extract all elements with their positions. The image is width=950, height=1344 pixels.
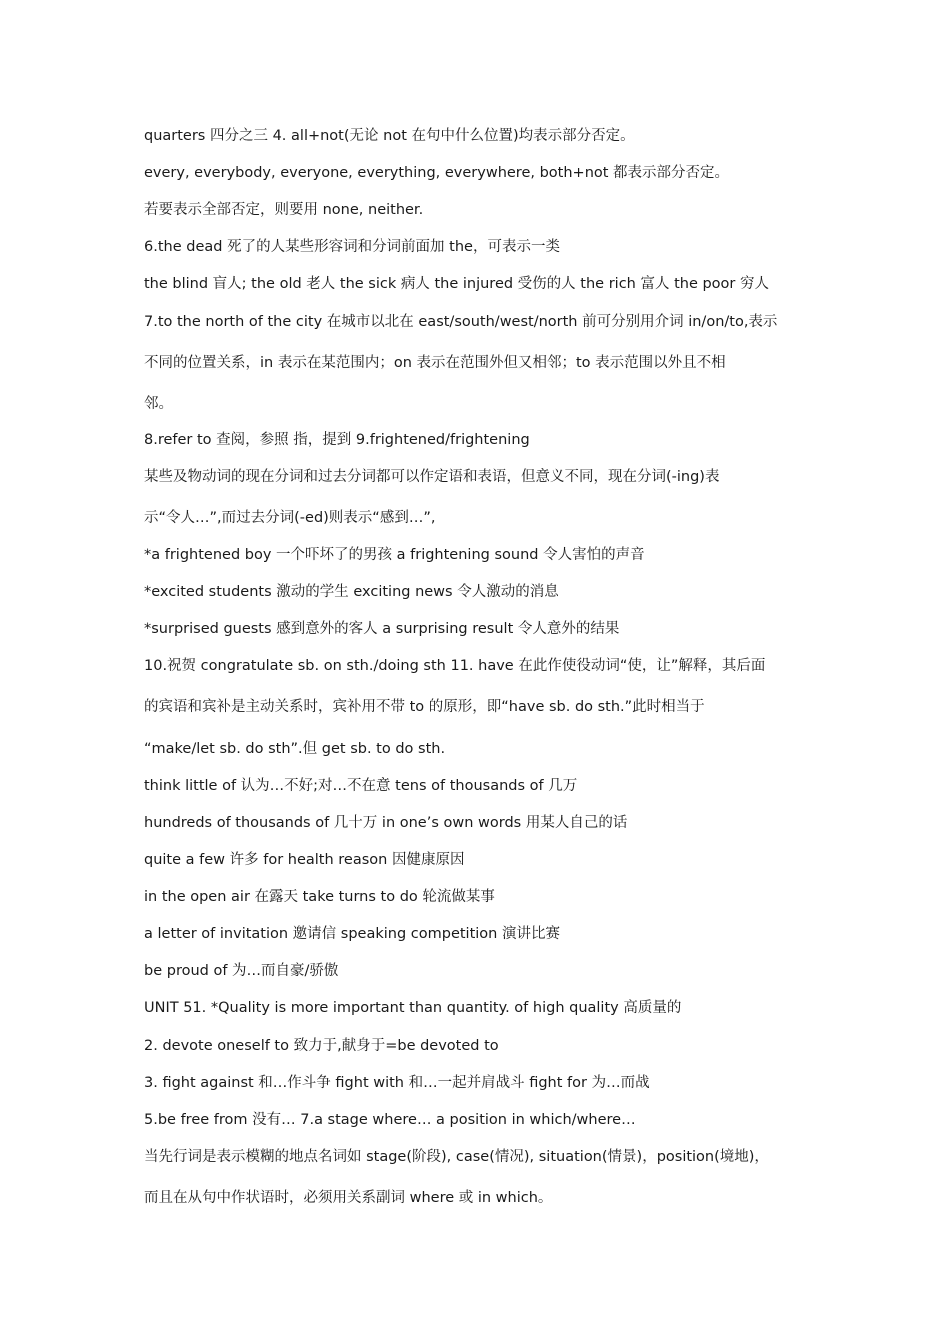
text-line: 的宾语和宾补是主动关系时，宾补用不带 to 的原形，即“have sb. do sth.”此时相当于 (144, 699, 705, 715)
text-line: 7.to the north of the city 在城市以北在 east/south/west/north 前可分别用介词 in/on/to,表示 (144, 314, 778, 330)
text-line: 某些及物动词的现在分词和过去分词都可以作定语和表语，但意义不同，现在分词(-ing)表 (144, 469, 720, 485)
text-line: *a frightened boy 一个吓坏了的男孩 a frightening sound 令人害怕的声音 (144, 547, 645, 563)
text-line: *surprised guests 感到意外的客人 a surprising result 令人意外的结果 (144, 621, 620, 637)
text-line: 示“令人…”,而过去分词(-ed)则表示“感到…”, (144, 510, 436, 526)
text-line: in the open air 在露天 take turns to do 轮流做某事 (144, 889, 495, 905)
text-line: UNIT 51. *Quality is more important than quantity. of high quality 高质量的 (144, 1000, 682, 1016)
text-line: think little of 认为…不好;对…不在意 tens of thousands of 几万 (144, 778, 578, 794)
text-line: be proud of 为…而自豪/骄傲 (144, 963, 339, 979)
text-line: 不同的位置关系，in 表示在某范围内；on 表示在范围外但又相邻；to 表示范围以外且不相 (144, 355, 726, 371)
text-line: hundreds of thousands of 几十万 in one’s own words 用某人自己的话 (144, 815, 628, 831)
text-line: “make/let sb. do sth”.但 get sb. to do sth. (144, 741, 446, 757)
text-line: quite a few 许多 for health reason 因健康原因 (144, 852, 465, 868)
text-line: every, everybody, everyone, everything, everywhere, both+not 都表示部分否定。 (144, 165, 730, 181)
text-line: 而且在从句中作状语时，必须用关系副词 where 或 in which。 (144, 1190, 553, 1206)
text-line: a letter of invitation 邀请信 speaking competition 演讲比赛 (144, 926, 560, 942)
text-line: 10.祝贺 congratulate sb. on sth./doing sth 11. have 在此作使役动词“使，让”解释，其后面 (144, 658, 766, 674)
text-line: 2. devote oneself to 致力于,献身于=be devoted to (144, 1038, 499, 1054)
text-line: 6.the dead 死了的人某些形容词和分词前面加 the，可表示一类 (144, 239, 560, 255)
text-line: 若要表示全部否定，则要用 none, neither. (144, 202, 424, 218)
text-line: 8.refer to 查阅，参照 指，提到 9.frightened/frightening (144, 432, 530, 448)
text-line: quarters 四分之三 4. all+not(无论 not 在句中什么位置)均表示部分否定。 (144, 128, 635, 144)
text-line: 5.be free from 没有… 7.a stage where… a position in which/where… (144, 1112, 636, 1128)
text-line: *excited students 激动的学生 exciting news 令人激动的消息 (144, 584, 559, 600)
text-line: 当先行词是表示模糊的地点名词如 stage(阶段), case(情况), situation(情景)，position(境地)， (144, 1149, 769, 1165)
text-line: the blind 盲人; the old 老人 the sick 病人 the injured 受伤的人 the rich 富人 the poor 穷人 (144, 276, 769, 292)
text-line: 3. fight against 和…作斗争 fight with 和…一起并肩战斗 fight for 为…而战 (144, 1075, 650, 1091)
text-line: 邻。 (144, 396, 173, 412)
